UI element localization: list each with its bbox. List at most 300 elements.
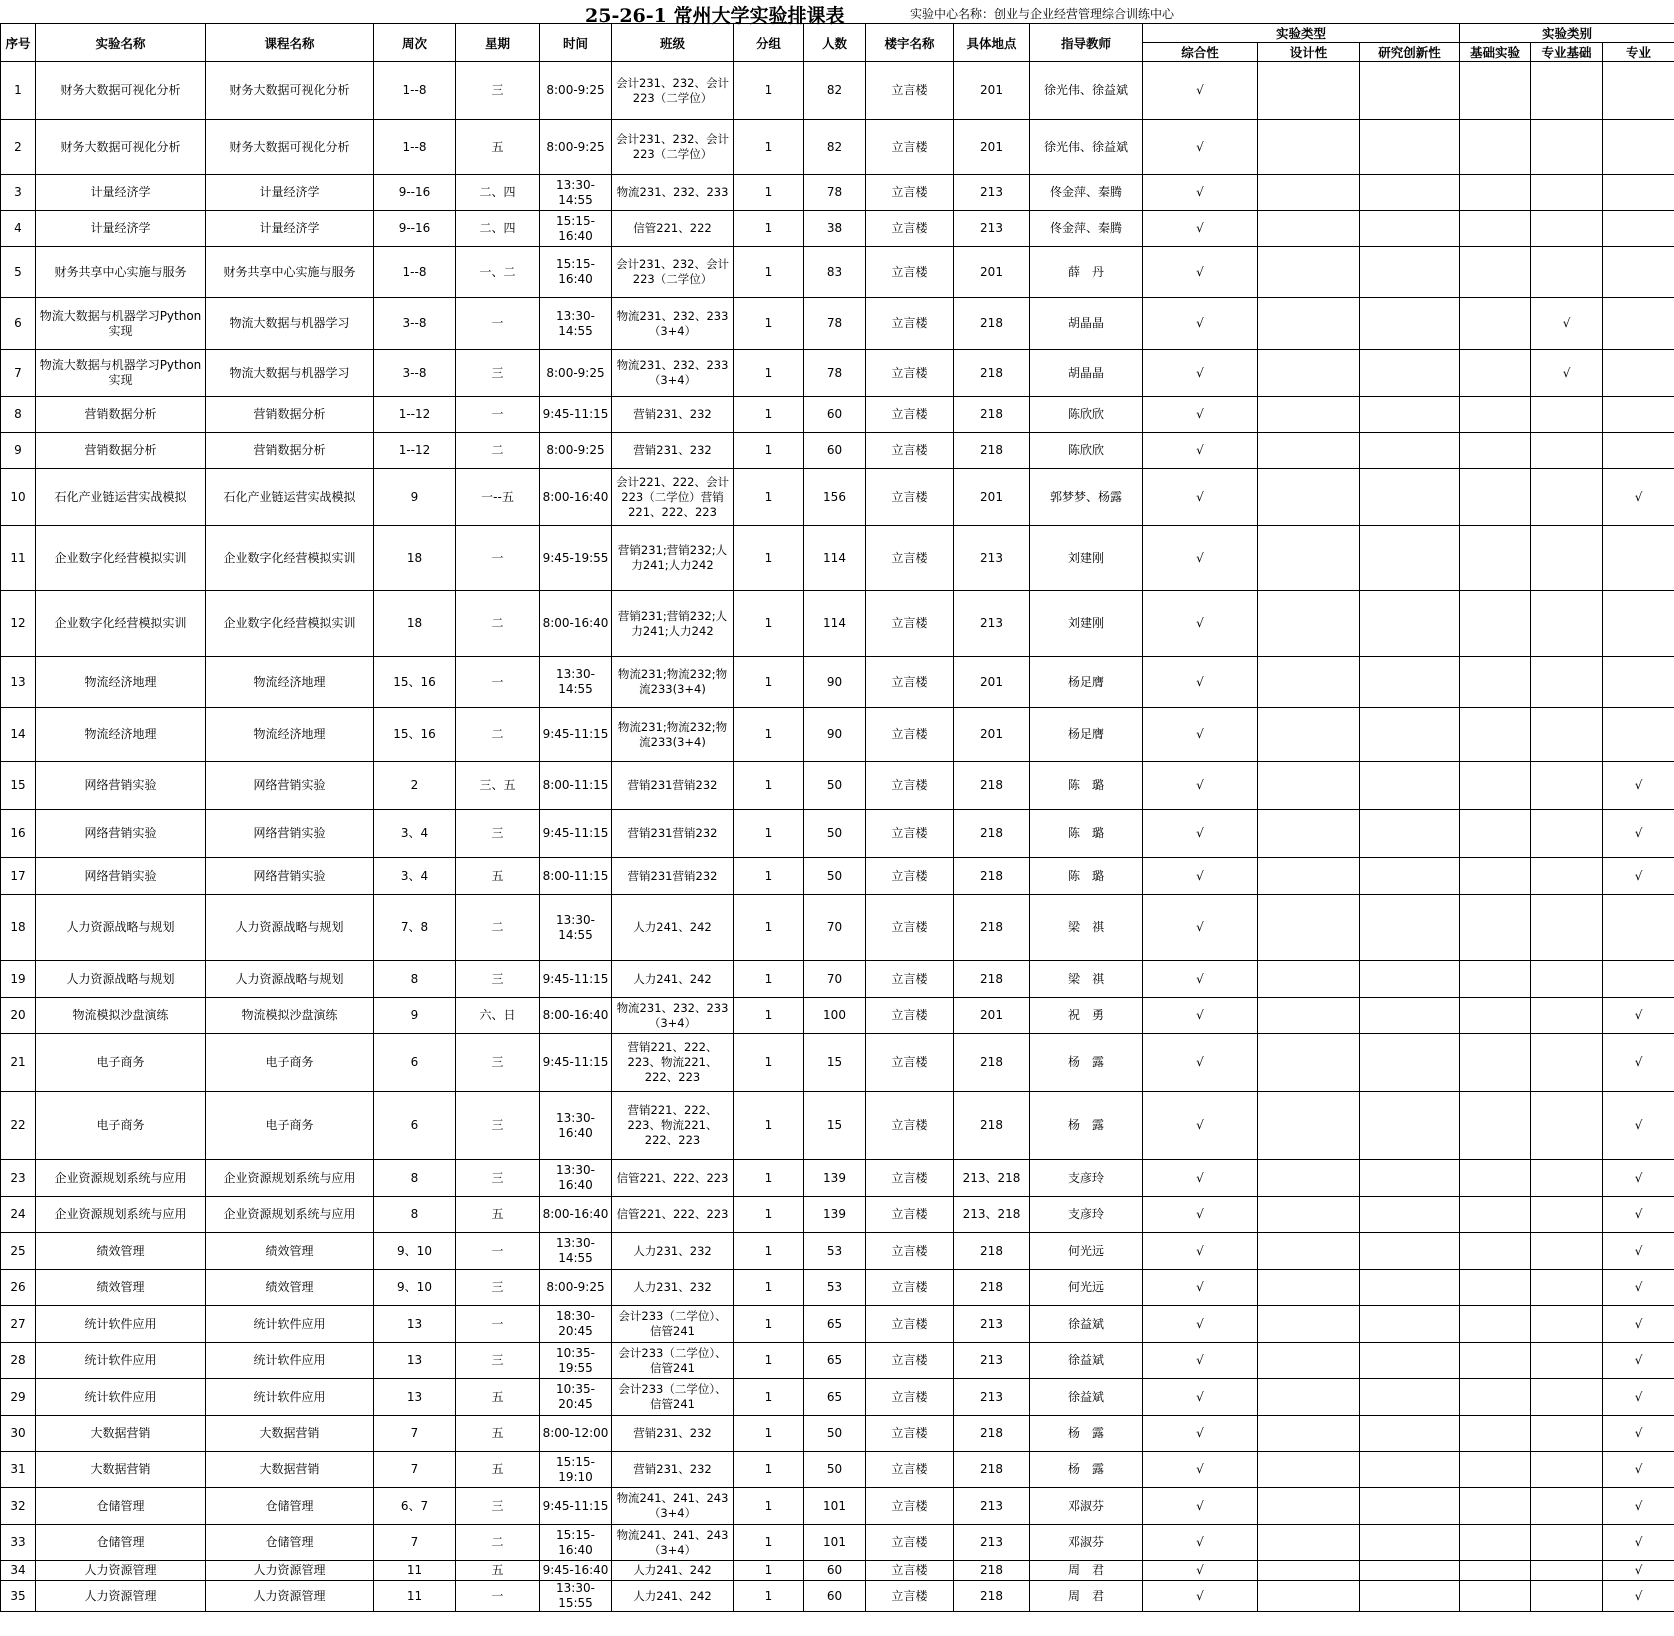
row-teacher: 薛 丹	[1030, 247, 1143, 298]
row-mark-basic	[1460, 1581, 1531, 1612]
col-course-name: 课程名称	[206, 24, 374, 62]
row-course-name: 财务共享中心实施与服务	[206, 247, 374, 298]
row-group: 1	[734, 1092, 804, 1160]
row-mark-design	[1258, 1488, 1360, 1525]
row-mark-major	[1603, 298, 1674, 350]
row-no: 30	[1, 1416, 36, 1452]
row-time: 15:15-16:40	[540, 211, 612, 247]
row-group: 1	[734, 175, 804, 211]
row-mark-major-basic	[1531, 1581, 1603, 1612]
row-mark-basic	[1460, 810, 1531, 858]
col-cat-major-basic: 专业基础	[1531, 43, 1603, 62]
row-location: 201	[954, 62, 1030, 120]
row-weeks: 2	[374, 762, 456, 810]
row-mark-comprehensive: √	[1143, 62, 1258, 120]
row-group: 1	[734, 350, 804, 397]
row-time: 9:45-11:15	[540, 961, 612, 998]
row-teacher: 邓淑芬	[1030, 1488, 1143, 1525]
row-mark-major-basic	[1531, 1092, 1603, 1160]
row-count: 50	[804, 1452, 866, 1488]
row-mark-comprehensive: √	[1143, 247, 1258, 298]
table-row	[1, 350, 1674, 397]
table-row	[1, 247, 1674, 298]
row-teacher: 杨 露	[1030, 1034, 1143, 1092]
col-time: 时间	[540, 24, 612, 62]
table-row	[1, 1306, 1674, 1343]
row-teacher: 陈 璐	[1030, 810, 1143, 858]
row-building: 立言楼	[866, 1092, 954, 1160]
row-location: 218	[954, 350, 1030, 397]
row-mark-major-basic	[1531, 1561, 1603, 1581]
row-building: 立言楼	[866, 1581, 954, 1612]
row-weeks: 11	[374, 1581, 456, 1612]
row-mark-major-basic	[1531, 708, 1603, 762]
row-class: 物流231、232、233（3+4）	[612, 350, 734, 397]
row-mark-major	[1603, 526, 1674, 591]
row-count: 78	[804, 298, 866, 350]
table-row	[1, 591, 1674, 657]
row-time: 13:30-14:55	[540, 657, 612, 708]
row-teacher: 刘建刚	[1030, 526, 1143, 591]
row-location: 213	[954, 1306, 1030, 1343]
row-class: 人力231、232	[612, 1270, 734, 1306]
row-building: 立言楼	[866, 1416, 954, 1452]
row-weeks: 6	[374, 1034, 456, 1092]
row-mark-basic	[1460, 211, 1531, 247]
table-row	[1, 526, 1674, 591]
row-weeks: 9、10	[374, 1233, 456, 1270]
row-weeks: 3--8	[374, 350, 456, 397]
row-teacher: 陈欣欣	[1030, 397, 1143, 433]
row-course-name: 物流大数据与机器学习	[206, 350, 374, 397]
row-weeks: 3--8	[374, 298, 456, 350]
row-mark-comprehensive: √	[1143, 120, 1258, 175]
row-teacher: 何光远	[1030, 1233, 1143, 1270]
row-building: 立言楼	[866, 175, 954, 211]
row-mark-basic	[1460, 1561, 1531, 1581]
row-exp-name: 营销数据分析	[36, 433, 206, 469]
row-weekday: 二	[456, 591, 540, 657]
row-weeks: 13	[374, 1306, 456, 1343]
row-mark-comprehensive: √	[1143, 998, 1258, 1034]
row-location: 213	[954, 591, 1030, 657]
row-time: 9:45-11:15	[540, 397, 612, 433]
row-teacher: 佟金萍、秦腾	[1030, 175, 1143, 211]
table-row	[1, 810, 1674, 858]
row-group: 1	[734, 998, 804, 1034]
row-teacher: 陈欣欣	[1030, 433, 1143, 469]
row-teacher: 陈 璐	[1030, 858, 1143, 895]
col-category-group: 实验类别	[1460, 24, 1674, 43]
row-class: 人力231、232	[612, 1233, 734, 1270]
row-mark-design	[1258, 526, 1360, 591]
row-class: 物流231、232、233	[612, 175, 734, 211]
row-count: 50	[804, 858, 866, 895]
row-mark-basic	[1460, 526, 1531, 591]
row-mark-basic	[1460, 469, 1531, 526]
table-row	[1, 1233, 1674, 1270]
row-exp-name: 企业资源规划系统与应用	[36, 1197, 206, 1233]
row-building: 立言楼	[866, 1160, 954, 1197]
row-weekday: 五	[456, 120, 540, 175]
row-course-name: 绩效管理	[206, 1270, 374, 1306]
row-class: 营销221、222、223、物流221、222、223	[612, 1034, 734, 1092]
row-mark-comprehensive: √	[1143, 858, 1258, 895]
row-course-name: 企业数字化经营模拟实训	[206, 526, 374, 591]
row-weekday: 二、四	[456, 175, 540, 211]
row-count: 50	[804, 1416, 866, 1452]
row-mark-research	[1360, 211, 1460, 247]
row-mark-major: √	[1603, 858, 1674, 895]
row-teacher: 佟金萍、秦腾	[1030, 211, 1143, 247]
row-building: 立言楼	[866, 998, 954, 1034]
row-mark-comprehensive: √	[1143, 591, 1258, 657]
row-mark-basic	[1460, 175, 1531, 211]
row-time: 8:00-12:00	[540, 1416, 612, 1452]
row-exp-name: 电子商务	[36, 1092, 206, 1160]
row-mark-design	[1258, 591, 1360, 657]
row-location: 218	[954, 1581, 1030, 1612]
row-no: 23	[1, 1160, 36, 1197]
row-exp-name: 电子商务	[36, 1034, 206, 1092]
row-class: 信管221、222、223	[612, 1197, 734, 1233]
col-exp-name: 实验名称	[36, 24, 206, 62]
row-weekday: 二	[456, 433, 540, 469]
row-teacher: 徐益斌	[1030, 1379, 1143, 1416]
row-exp-name: 人力资源管理	[36, 1561, 206, 1581]
row-weekday: 一	[456, 1233, 540, 1270]
row-mark-comprehensive: √	[1143, 298, 1258, 350]
row-weeks: 1--12	[374, 397, 456, 433]
row-weekday: 五	[456, 858, 540, 895]
row-mark-design	[1258, 1452, 1360, 1488]
row-weeks: 8	[374, 1160, 456, 1197]
row-time: 13:30-14:55	[540, 175, 612, 211]
row-weekday: 一	[456, 298, 540, 350]
row-mark-major: √	[1603, 1034, 1674, 1092]
row-mark-research	[1360, 298, 1460, 350]
row-class: 营销231;营销232;人力241;人力242	[612, 591, 734, 657]
row-mark-major: √	[1603, 1488, 1674, 1525]
row-location: 213、218	[954, 1197, 1030, 1233]
row-mark-comprehensive: √	[1143, 1488, 1258, 1525]
row-no: 18	[1, 895, 36, 961]
row-mark-basic	[1460, 1270, 1531, 1306]
row-mark-basic	[1460, 762, 1531, 810]
row-time: 13:30-16:40	[540, 1092, 612, 1160]
row-mark-major-basic	[1531, 175, 1603, 211]
row-building: 立言楼	[866, 350, 954, 397]
row-time: 15:15-16:40	[540, 1525, 612, 1561]
col-location: 具体地点	[954, 24, 1030, 62]
row-exp-name: 营销数据分析	[36, 397, 206, 433]
row-building: 立言楼	[866, 433, 954, 469]
row-mark-major	[1603, 433, 1674, 469]
row-mark-major: √	[1603, 1561, 1674, 1581]
row-weeks: 7	[374, 1416, 456, 1452]
row-mark-basic	[1460, 1306, 1531, 1343]
row-group: 1	[734, 858, 804, 895]
row-weeks: 13	[374, 1379, 456, 1416]
row-time: 8:00-11:15	[540, 762, 612, 810]
row-teacher: 徐益斌	[1030, 1306, 1143, 1343]
row-time: 9:45-11:15	[540, 810, 612, 858]
row-mark-basic	[1460, 858, 1531, 895]
row-location: 201	[954, 708, 1030, 762]
row-weekday: 五	[456, 1197, 540, 1233]
row-count: 114	[804, 526, 866, 591]
row-mark-basic	[1460, 1233, 1531, 1270]
row-course-name: 仓储管理	[206, 1525, 374, 1561]
row-no: 32	[1, 1488, 36, 1525]
row-mark-research	[1360, 961, 1460, 998]
row-weekday: 五	[456, 1379, 540, 1416]
row-count: 65	[804, 1306, 866, 1343]
row-mark-major-basic	[1531, 1233, 1603, 1270]
row-exp-name: 人力资源管理	[36, 1581, 206, 1612]
row-course-name: 企业资源规划系统与应用	[206, 1160, 374, 1197]
row-mark-comprehensive: √	[1143, 1379, 1258, 1416]
table-row	[1, 708, 1674, 762]
row-teacher: 梁 祺	[1030, 961, 1143, 998]
row-course-name: 物流经济地理	[206, 657, 374, 708]
row-mark-design	[1258, 1160, 1360, 1197]
row-mark-major-basic	[1531, 211, 1603, 247]
row-mark-major-basic	[1531, 1034, 1603, 1092]
row-exp-name: 绩效管理	[36, 1233, 206, 1270]
row-weekday: 五	[456, 1452, 540, 1488]
row-exp-name: 计量经济学	[36, 211, 206, 247]
row-building: 立言楼	[866, 810, 954, 858]
row-location: 218	[954, 810, 1030, 858]
table-row	[1, 1197, 1674, 1233]
row-time: 15:15-19:10	[540, 1452, 612, 1488]
row-course-name: 大数据营销	[206, 1416, 374, 1452]
row-location: 218	[954, 895, 1030, 961]
row-no: 14	[1, 708, 36, 762]
row-mark-comprehensive: √	[1143, 350, 1258, 397]
row-weekday: 三	[456, 1270, 540, 1306]
row-course-name: 财务大数据可视化分析	[206, 62, 374, 120]
row-mark-research	[1360, 175, 1460, 211]
row-count: 15	[804, 1034, 866, 1092]
row-teacher: 杨足膺	[1030, 657, 1143, 708]
row-exp-name: 仓储管理	[36, 1525, 206, 1561]
row-weekday: 二	[456, 1525, 540, 1561]
row-time: 8:00-16:40	[540, 998, 612, 1034]
row-mark-major: √	[1603, 1197, 1674, 1233]
row-class: 会计231、232、会计223（二学位）	[612, 62, 734, 120]
row-class: 人力241、242	[612, 1581, 734, 1612]
row-building: 立言楼	[866, 1233, 954, 1270]
row-group: 1	[734, 120, 804, 175]
row-building: 立言楼	[866, 1197, 954, 1233]
row-weeks: 9--16	[374, 211, 456, 247]
row-mark-design	[1258, 433, 1360, 469]
row-exp-name: 网络营销实验	[36, 810, 206, 858]
row-time: 9:45-11:15	[540, 708, 612, 762]
row-mark-design	[1258, 1525, 1360, 1561]
row-mark-design	[1258, 1416, 1360, 1452]
row-class: 营销231、232	[612, 1452, 734, 1488]
row-mark-major: √	[1603, 1160, 1674, 1197]
row-group: 1	[734, 298, 804, 350]
row-course-name: 石化产业链运营实战模拟	[206, 469, 374, 526]
row-location: 201	[954, 657, 1030, 708]
row-mark-major-basic	[1531, 247, 1603, 298]
schedule-table	[0, 23, 1674, 1612]
table-row	[1, 120, 1674, 175]
row-location: 218	[954, 433, 1030, 469]
table-row	[1, 1561, 1674, 1581]
row-class: 营销231、232	[612, 1416, 734, 1452]
row-building: 立言楼	[866, 708, 954, 762]
row-course-name: 物流模拟沙盘演练	[206, 998, 374, 1034]
row-mark-major-basic	[1531, 591, 1603, 657]
row-exp-name: 物流大数据与机器学习Python实现	[36, 350, 206, 397]
row-mark-design	[1258, 298, 1360, 350]
row-mark-basic	[1460, 1034, 1531, 1092]
row-mark-comprehensive: √	[1143, 961, 1258, 998]
row-class: 会计233（二学位）、信管241	[612, 1379, 734, 1416]
row-class: 会计233（二学位）、信管241	[612, 1343, 734, 1379]
row-mark-comprehensive: √	[1143, 708, 1258, 762]
row-weeks: 9	[374, 469, 456, 526]
row-location: 218	[954, 858, 1030, 895]
row-course-name: 计量经济学	[206, 175, 374, 211]
row-mark-research	[1360, 247, 1460, 298]
row-weeks: 7	[374, 1452, 456, 1488]
row-class: 物流241、241、243（3+4）	[612, 1488, 734, 1525]
row-group: 1	[734, 1379, 804, 1416]
row-group: 1	[734, 1306, 804, 1343]
table-row	[1, 1488, 1674, 1525]
row-teacher: 胡晶晶	[1030, 350, 1143, 397]
row-mark-major-basic	[1531, 526, 1603, 591]
table-row	[1, 397, 1674, 433]
row-teacher: 祝 勇	[1030, 998, 1143, 1034]
row-building: 立言楼	[866, 397, 954, 433]
row-mark-major: √	[1603, 1525, 1674, 1561]
row-mark-major: √	[1603, 810, 1674, 858]
row-time: 8:00-16:40	[540, 1197, 612, 1233]
row-exp-name: 物流经济地理	[36, 657, 206, 708]
row-mark-major-basic	[1531, 1488, 1603, 1525]
row-teacher: 徐益斌	[1030, 1343, 1143, 1379]
row-weeks: 1--8	[374, 247, 456, 298]
row-weeks: 15、16	[374, 657, 456, 708]
row-location: 201	[954, 247, 1030, 298]
row-course-name: 人力资源管理	[206, 1561, 374, 1581]
row-building: 立言楼	[866, 298, 954, 350]
row-weekday: 二、四	[456, 211, 540, 247]
row-exp-name: 财务大数据可视化分析	[36, 62, 206, 120]
row-mark-comprehensive: √	[1143, 810, 1258, 858]
row-group: 1	[734, 247, 804, 298]
row-course-name: 网络营销实验	[206, 762, 374, 810]
row-time: 8:00-9:25	[540, 350, 612, 397]
row-count: 65	[804, 1343, 866, 1379]
row-mark-basic	[1460, 1160, 1531, 1197]
row-teacher: 杨 露	[1030, 1416, 1143, 1452]
col-cat-major: 专业	[1603, 43, 1674, 62]
row-mark-design	[1258, 120, 1360, 175]
row-location: 213	[954, 1343, 1030, 1379]
col-weekday: 星期	[456, 24, 540, 62]
row-count: 82	[804, 120, 866, 175]
row-course-name: 绩效管理	[206, 1233, 374, 1270]
row-mark-comprehensive: √	[1143, 1416, 1258, 1452]
row-weeks: 3、4	[374, 858, 456, 895]
row-mark-major	[1603, 211, 1674, 247]
row-location: 213	[954, 526, 1030, 591]
row-mark-major-basic	[1531, 858, 1603, 895]
row-mark-comprehensive: √	[1143, 895, 1258, 961]
row-mark-major: √	[1603, 1343, 1674, 1379]
row-building: 立言楼	[866, 1525, 954, 1561]
row-class: 信管221、222、223	[612, 1160, 734, 1197]
row-building: 立言楼	[866, 1561, 954, 1581]
page-title: 25-26-1 常州大学实验排课表	[585, 5, 845, 27]
row-mark-design	[1258, 657, 1360, 708]
row-class: 营销221、222、223、物流221、222、223	[612, 1092, 734, 1160]
row-mark-major: √	[1603, 1581, 1674, 1612]
row-weeks: 7	[374, 1525, 456, 1561]
row-mark-design	[1258, 62, 1360, 120]
row-course-name: 营销数据分析	[206, 433, 374, 469]
row-location: 201	[954, 469, 1030, 526]
row-time: 10:35-20:45	[540, 1379, 612, 1416]
row-mark-major-basic	[1531, 1306, 1603, 1343]
row-exp-name: 网络营销实验	[36, 858, 206, 895]
row-location: 201	[954, 120, 1030, 175]
row-count: 78	[804, 175, 866, 211]
row-mark-research	[1360, 469, 1460, 526]
row-class: 信管221、222	[612, 211, 734, 247]
row-mark-comprehensive: √	[1143, 211, 1258, 247]
table-row	[1, 175, 1674, 211]
table-row	[1, 298, 1674, 350]
row-mark-major	[1603, 175, 1674, 211]
row-class: 物流231、232、233（3+4）	[612, 998, 734, 1034]
row-location: 213	[954, 211, 1030, 247]
row-location: 213	[954, 1379, 1030, 1416]
table-row	[1, 469, 1674, 526]
row-building: 立言楼	[866, 526, 954, 591]
row-mark-comprehensive: √	[1143, 1197, 1258, 1233]
row-group: 1	[734, 62, 804, 120]
row-mark-basic	[1460, 120, 1531, 175]
row-mark-major: √	[1603, 1452, 1674, 1488]
row-mark-basic	[1460, 1379, 1531, 1416]
col-type-design: 设计性	[1258, 43, 1360, 62]
row-no: 13	[1, 657, 36, 708]
row-group: 1	[734, 1416, 804, 1452]
row-weeks: 9	[374, 998, 456, 1034]
row-course-name: 电子商务	[206, 1092, 374, 1160]
table-row	[1, 1160, 1674, 1197]
row-exp-name: 财务共享中心实施与服务	[36, 247, 206, 298]
row-mark-major-basic	[1531, 1525, 1603, 1561]
row-mark-research	[1360, 591, 1460, 657]
row-weeks: 13	[374, 1343, 456, 1379]
row-mark-research	[1360, 1452, 1460, 1488]
row-no: 1	[1, 62, 36, 120]
row-no: 8	[1, 397, 36, 433]
row-time: 8:00-16:40	[540, 469, 612, 526]
row-mark-major-basic	[1531, 961, 1603, 998]
row-course-name: 统计软件应用	[206, 1306, 374, 1343]
